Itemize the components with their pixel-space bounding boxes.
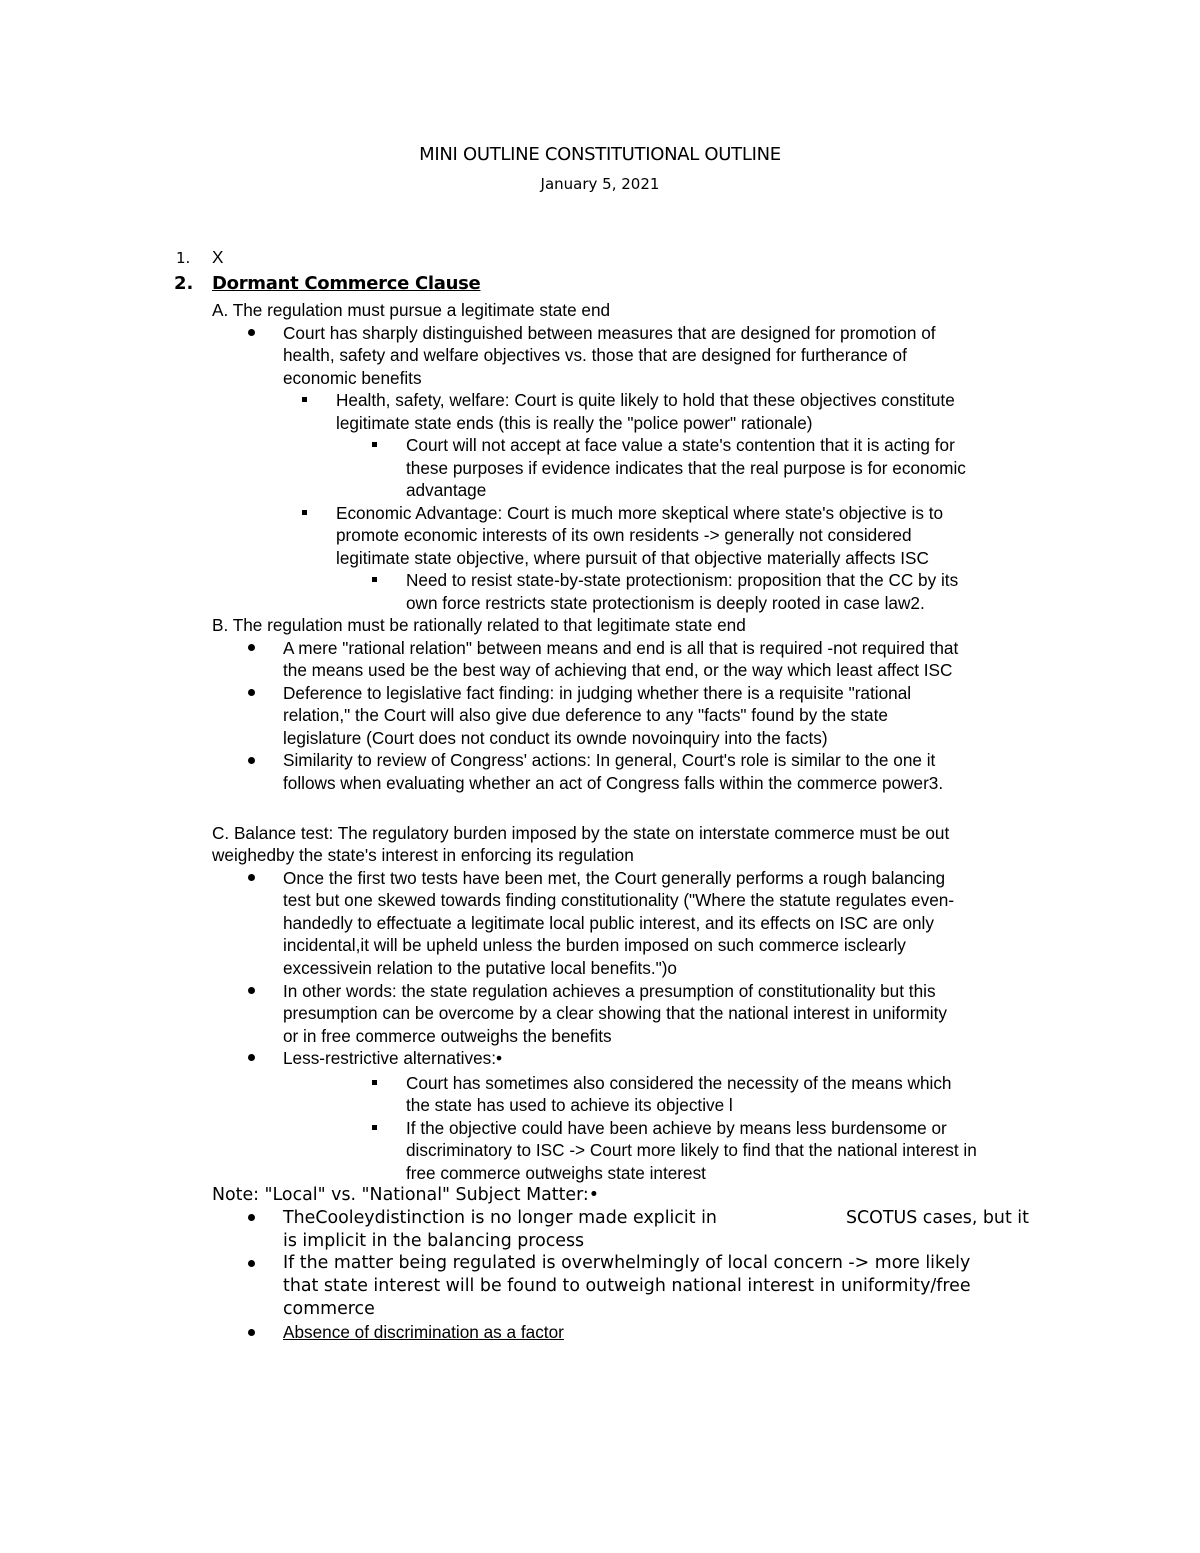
paragraph-line: presumption can be overcome by a clear showing that the national interest in uniformity (283, 1003, 947, 1023)
paragraph-line: legitimate state ends (this is really the "police power" rationale) (336, 413, 813, 433)
paragraph-line: follows when evaluating whether an act of Congress falls within the commerce power3. (283, 773, 944, 793)
bullet-icon (248, 987, 255, 994)
bullet-icon (248, 1260, 255, 1267)
paragraph-line: legislature (Court does not conduct its ownde novoinquiry into the facts) (283, 728, 828, 748)
paragraph-line: health, safety and welfare objectives vs. those that are designed for furtherance of (283, 345, 907, 365)
subsection-c-label: weighedby the state's interest in enforcing its regulation (212, 845, 634, 865)
paragraph-line: Need to resist state-by-state protectionism: proposition that the CC by its (406, 570, 959, 590)
bullet-icon (248, 1214, 255, 1221)
paragraph-line: advantage (406, 480, 487, 500)
paragraph-line: commerce (283, 1299, 375, 1319)
paragraph-line: or in free commerce outweighs the benefits (283, 1026, 612, 1046)
underlined-heading: Absence of discrimination as a factor (283, 1322, 564, 1342)
paragraph-line: incidental,it will be upheld unless the burden imposed on such commerce isclearly (283, 935, 906, 955)
paragraph-line: Court will not accept at face value a state's contention that it is acting for (406, 435, 955, 455)
paragraph-line: Court has sometimes also considered the necessity of the means which (406, 1073, 952, 1093)
paragraph-line: economic benefits (283, 368, 422, 388)
section-heading: Dormant Commerce Clause (212, 273, 481, 294)
bullet-icon (248, 1054, 255, 1061)
paragraph-line: legitimate state objective, where pursuit of that objective materially affects ISC (336, 548, 929, 568)
paragraph-line: If the objective could have been achieve by means less burdensome or (406, 1118, 947, 1138)
paragraph-line: Once the first two tests have been met, the Court generally performs a rough balancing (283, 868, 946, 888)
paragraph-line: Similarity to review of Congress' actions: In general, Court's role is similar to the one it (283, 750, 936, 770)
paragraph-line: handedly to effectuate a legitimate local public interest, and its effects on ISC are only (283, 913, 934, 933)
paragraph-line: If the matter being regulated is overwhelmingly of local concern -> more likely (283, 1253, 971, 1273)
paragraph-line: test but one skewed towards finding constitutionality ("Where the statute regulates even- (283, 890, 955, 910)
paragraph-line: Court has sharply distinguished between measures that are designed for promotion of (283, 323, 936, 343)
paragraph-line: excessivein relation to the putative local benefits.")o (283, 958, 677, 978)
paragraph-line: TheCooleydistinction is no longer made explicit in (283, 1208, 717, 1228)
bullet-icon (248, 1329, 255, 1336)
paragraph-line: the means used be the best way of achieving that end, or the way which least affect ISC (283, 660, 953, 680)
square-bullet-icon (302, 510, 307, 515)
bullet-icon (248, 689, 255, 696)
paragraph-line: promote economic interests of its own residents -> generally not considered (336, 525, 912, 545)
bullet-icon (248, 644, 255, 651)
paragraph-line: relation," the Court will also give due deference to any "facts" found by the state (283, 705, 888, 725)
paragraph-line: own force restricts state protectionism is deeply rooted in case law2. (406, 593, 925, 613)
paragraph-line: Health, safety, welfare: Court is quite likely to hold that these objectives constitute (336, 390, 955, 410)
bullet-icon (248, 329, 255, 336)
paragraph-line: A mere "rational relation" between means and end is all that is required -not required that (283, 638, 959, 658)
bullet-icon (248, 874, 255, 881)
subsection-b-label: B. The regulation must be rationally related to that legitimate state end (212, 615, 746, 635)
square-bullet-icon (302, 397, 307, 402)
paragraph-line: discriminatory to ISC -> Court more likely to find that the national interest in (406, 1140, 977, 1160)
paragraph-line: is implicit in the balancing process (283, 1231, 585, 1251)
item-text: X (212, 247, 224, 267)
document-date: January 5, 2021 (540, 175, 660, 193)
paragraph-line: Economic Advantage: Court is much more skeptical where state's objective is to (336, 503, 944, 523)
subsection-a-label: A. The regulation must pursue a legitimate state end (212, 300, 611, 320)
square-bullet-icon (372, 1080, 377, 1085)
paragraph-line: SCOTUS cases, but it (846, 1208, 1029, 1228)
square-bullet-icon (372, 577, 377, 582)
paragraph-line: Less-restrictive alternatives:• (283, 1048, 503, 1068)
bullet-icon (248, 757, 255, 764)
paragraph-line: the state has used to achieve its objective l (406, 1095, 733, 1115)
paragraph-line: In other words: the state regulation achieves a presumption of constitutionality but this (283, 981, 936, 1001)
item-number: 2. (174, 273, 194, 294)
paragraph-line: free commerce outweighs state interest (406, 1163, 706, 1183)
square-bullet-icon (372, 442, 377, 447)
subsection-c-label: C. Balance test: The regulatory burden imposed by the state on interstate commerce must be out (212, 823, 950, 843)
note-label: Note: "Local" vs. "National" Subject Matter:• (212, 1185, 600, 1205)
paragraph-line: these purposes if evidence indicates that the real purpose is for economic (406, 458, 966, 478)
item-number: 1. (176, 249, 191, 267)
paragraph-line: Deference to legislative fact finding: in judging whether there is a requisite "rational (283, 683, 912, 703)
paragraph-line: that state interest will be found to outweigh national interest in uniformity/free (283, 1276, 971, 1296)
document-title: MINI OUTLINE CONSTITUTIONAL OUTLINE (419, 144, 781, 165)
square-bullet-icon (372, 1125, 377, 1130)
